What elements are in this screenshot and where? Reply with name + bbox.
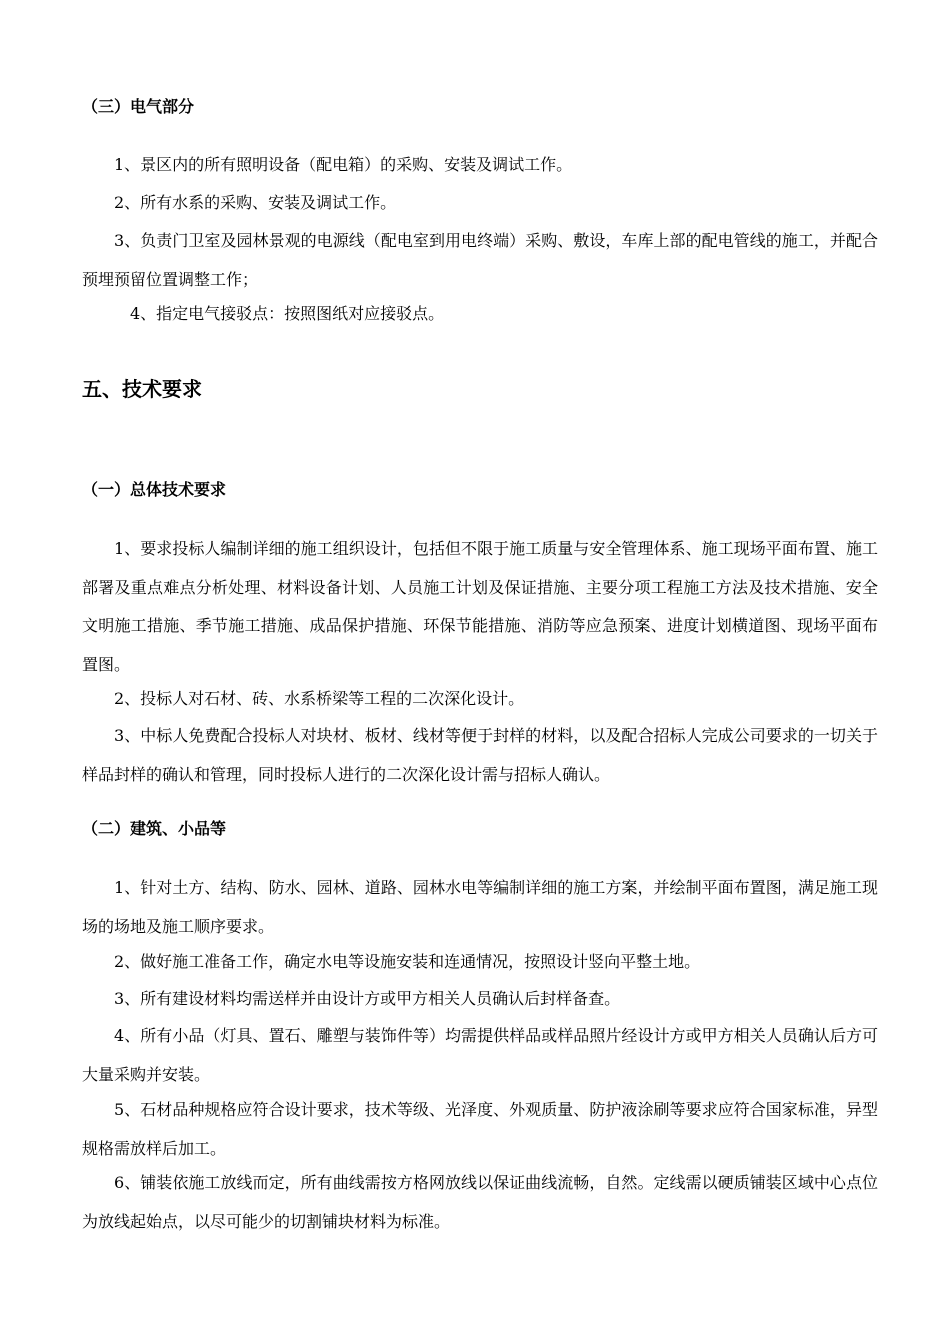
paragraph-electrical-4: 4、指定电气接驳点：按照图纸对应接驳点。 xyxy=(130,304,445,323)
paragraph-electrical-1: 1、景区内的所有照明设备（配电箱）的采购、安装及调试工作。 xyxy=(114,155,573,174)
paragraph-general-2: 2、投标人对石材、砖、水系桥梁等工程的二次深化设计。 xyxy=(114,689,525,708)
section-heading-buildings: （二）建筑、小品等 xyxy=(82,819,227,838)
paragraph-general-1: 1、要求投标人编制详细的施工组织设计，包括但不限于施工质量与安全管理体系、施工现场平面布置、施工部署及重点难点分析处理、材料设备计划、人员施工计划及保证措施、主要分项工程施工方法及技术措施、安全文明施工措施、季节施工措施、成品保护措施、环保节能措施、消防等应急预案、进度计划横道图、现场平面布置图。 xyxy=(82,539,878,674)
paragraph-buildings-2: 2、做好施工准备工作，确定水电等设施安装和连通情况，按照设计竖向平整土地。 xyxy=(114,952,701,971)
paragraph-electrical-3: 3、负责门卫室及园林景观的电源线（配电室到用电终端）采购、敷设，车库上部的配电管线的施工，并配合预埋预留位置调整工作； xyxy=(82,231,878,289)
paragraph-general-3: 3、中标人免费配合投标人对块材、板材、线材等便于封样的材料，以及配合招标人完成公司要求的一切关于样品封样的确认和管理，同时投标人进行的二次深化设计需与招标人确认。 xyxy=(82,726,878,784)
paragraph-buildings-4: 4、所有小品（灯具、置石、雕塑与装饰件等）均需提供样品或样品照片经设计方或甲方相关人员确认后方可大量采购并安装。 xyxy=(82,1026,878,1084)
paragraph-buildings-6: 6、铺装依施工放线而定，所有曲线需按方格网放线以保证曲线流畅，自然。定线需以硬质铺装区域中心点位为放线起始点，以尽可能少的切割铺块材料为标准。 xyxy=(82,1173,878,1231)
paragraph-buildings-1: 1、针对土方、结构、防水、园林、道路、园林水电等编制详细的施工方案，并绘制平面布置图，满足施工现场的场地及施工顺序要求。 xyxy=(82,878,878,936)
chapter-heading-technical-requirements: 五、技术要求 xyxy=(82,377,202,401)
paragraph-buildings-3: 3、所有建设材料均需送样并由设计方或甲方相关人员确认后封样备查。 xyxy=(114,989,621,1008)
paragraph-electrical-2: 2、所有水系的采购、安装及调试工作。 xyxy=(114,193,397,212)
paragraph-buildings-5: 5、石材品种规格应符合设计要求，技术等级、光泽度、外观质量、防护液涂刷等要求应符合国家标准，异型规格需放样后加工。 xyxy=(82,1100,878,1158)
section-heading-general-requirements: （一）总体技术要求 xyxy=(82,480,227,499)
section-heading-electrical: （三）电气部分 xyxy=(82,97,195,116)
